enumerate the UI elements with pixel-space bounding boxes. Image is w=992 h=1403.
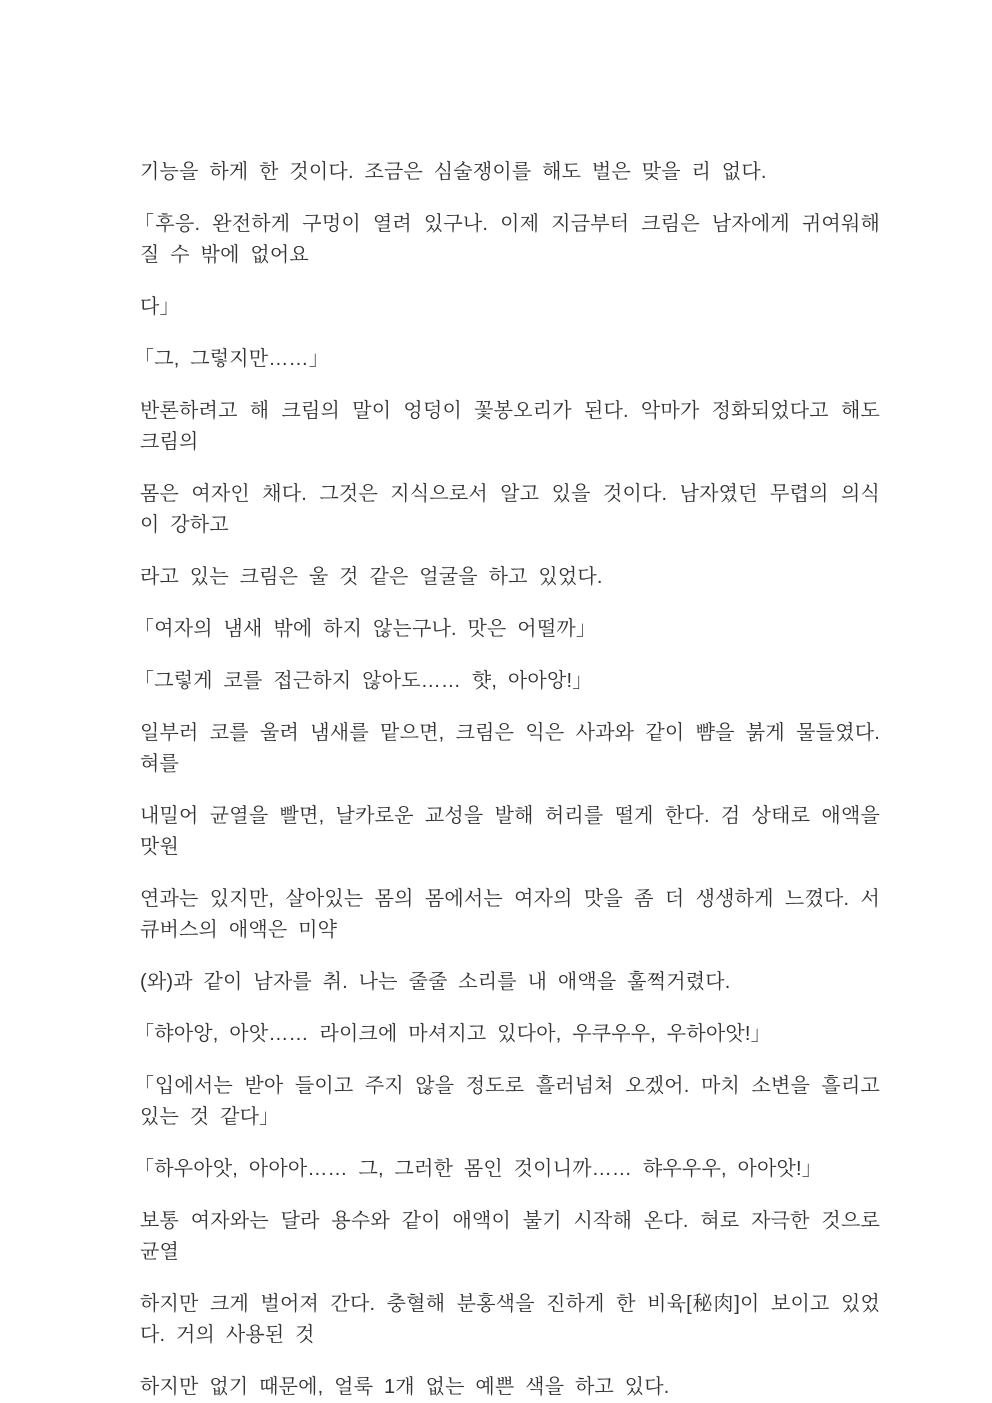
paragraph: 연과는 있지만, 살아있는 몸의 몸에서는 여자의 맛을 좀 더 생생하게 느꼈다. 서큐버스의 애액은 미약 (140, 888, 880, 941)
paragraph: 「후응. 완전하게 구멍이 열려 있구나. 이제 지금부터 크림은 남자에게 귀여워해질 수 밖에 없어요 (134, 213, 880, 266)
paragraph: 일부러 코를 울려 냄새를 맡으면, 크림은 익은 사과와 같이 뺨을 붉게 물들였다. 혀를 (140, 722, 880, 775)
paragraph: 「하우아앗, 아아아…… 그, 그러한 몸인 것이니까…… 햐우우우, 아아앗!」 (134, 1158, 823, 1180)
paragraph: 하지만 없기 때문에, 얼룩 1개 없는 예쁜 색을 하고 있다. (140, 1376, 670, 1398)
paragraph: 반론하려고 해 크림의 말이 엉덩이 꽃봉오리가 된다. 악마가 정화되었다고 해도 크림의 (140, 400, 880, 453)
paragraph: (와)과 같이 남자를 취. 나는 줄줄 소리를 내 애액을 훌쩍거렸다. (140, 971, 731, 993)
paragraph: 하지만 크게 벌어져 간다. 충혈해 분홍색을 진하게 한 비육[秘肉]이 보이고 있었다. 거의 사용된 것 (140, 1293, 880, 1346)
paragraph: 라고 있는 크림은 울 것 같은 얼굴을 하고 있었다. (140, 566, 603, 588)
paragraph: 「그, 그렇지만……」 (134, 348, 329, 370)
paragraph: 「여자의 냄새 밖에 하지 않는구나. 맛은 어떨까」 (134, 618, 597, 640)
paragraph: 보통 여자와는 달라 용수와 같이 애액이 불기 시작해 온다. 혀로 자극한 것으로 균열 (140, 1210, 880, 1263)
paragraph: 몸은 여자인 채다. 그것은 지식으로서 알고 있을 것이다. 남자였던 무렵의 의식이 강하고 (140, 483, 880, 536)
paragraph: 「입에서는 받아 들이고 주지 않을 정도로 흘러넘쳐 오겠어. 마치 소변을 흘리고 있는 것 같다」 (134, 1075, 880, 1128)
paragraph: 「그렇게 코를 접근하지 않아도…… 햣, 아아앙!」 (134, 670, 593, 692)
paragraph: 「햐아앙, 아앗…… 라이크에 마셔지고 있다아, 우쿠우우, 우하아앗!」 (134, 1023, 771, 1045)
paragraph: 다」 (140, 296, 180, 318)
paragraph: 내밀어 균열을 빨면, 날카로운 교성을 발해 허리를 떨게 한다. 검 상태로 애액을 맛원 (140, 805, 880, 858)
paragraph: 기능을 하게 한 것이다. 조금은 심술쟁이를 해도 벌은 맞을 리 없다. (140, 161, 767, 183)
